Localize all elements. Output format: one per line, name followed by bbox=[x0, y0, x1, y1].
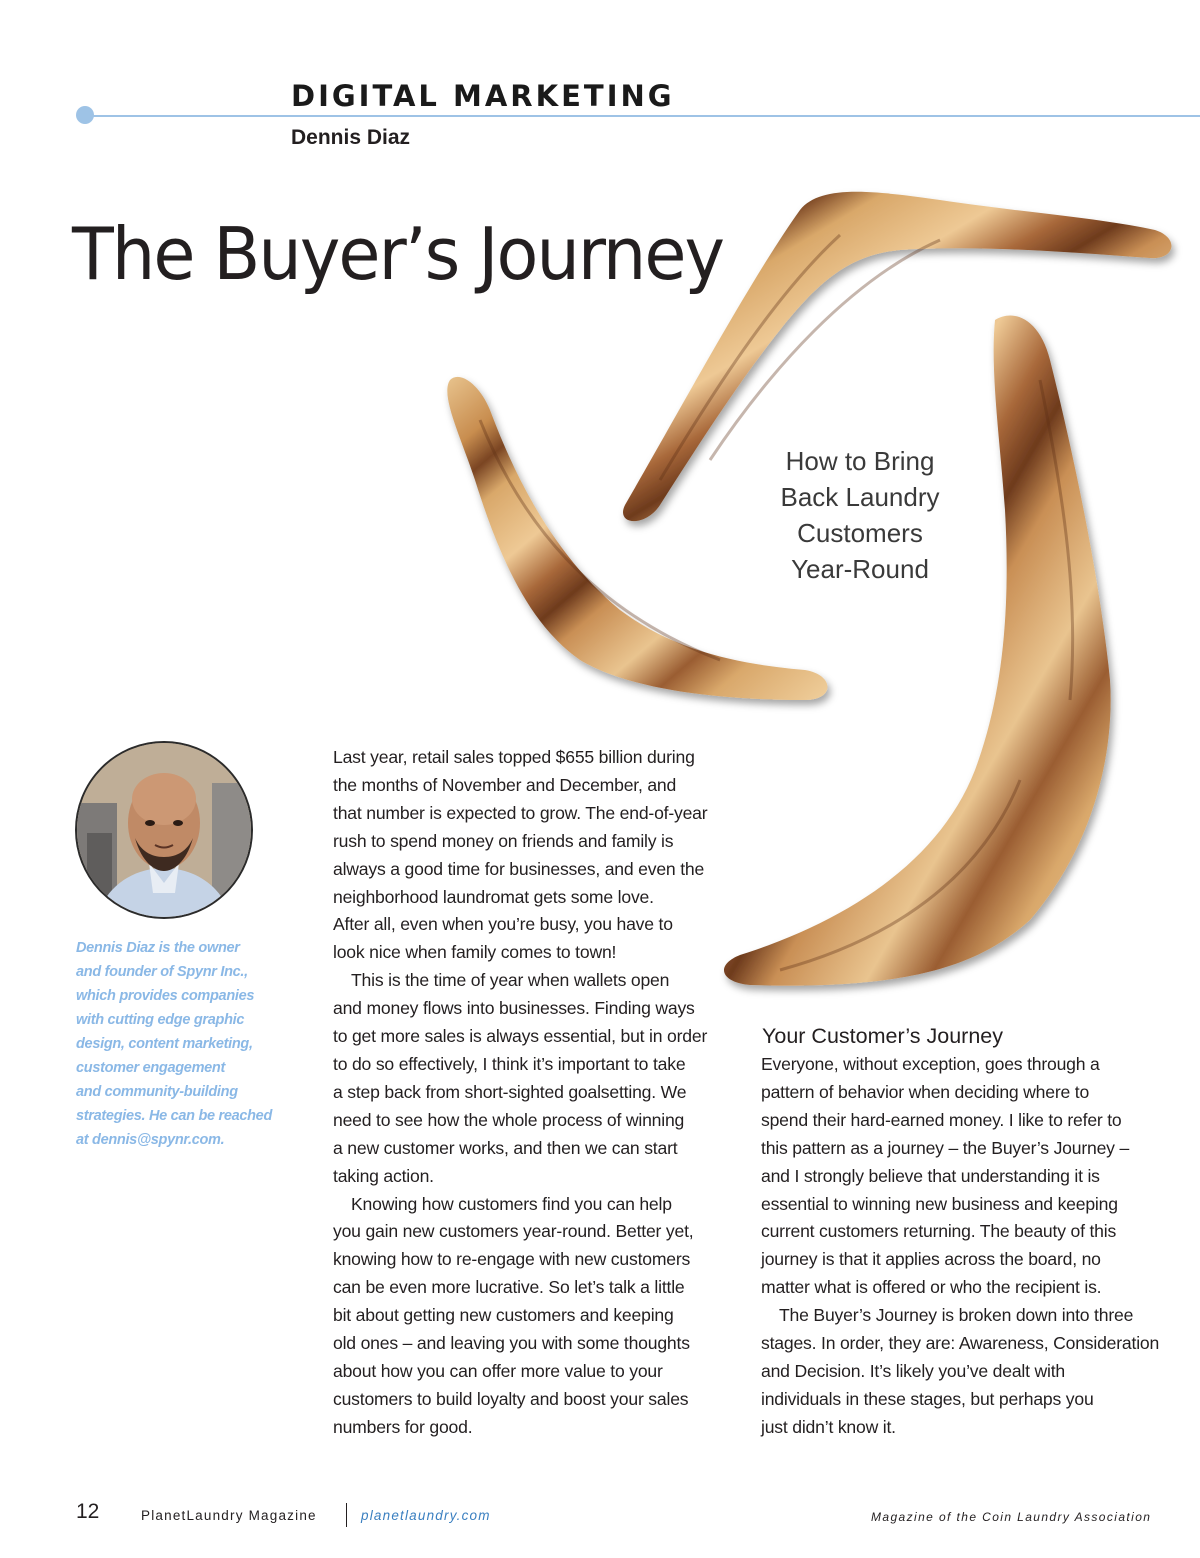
body-line: look nice when family comes to town! bbox=[333, 942, 617, 963]
body-line: spend their hard-earned money. I like to refer to bbox=[761, 1109, 1122, 1130]
body-column-right bbox=[761, 1051, 1161, 1442]
body-line: a new customer works, and then we can start bbox=[333, 1137, 678, 1158]
section-heading: Your Customer’s Journey bbox=[762, 1024, 1004, 1048]
bio-line: at dennis@spynr.com. bbox=[76, 1132, 225, 1148]
body-line: neighborhood laundromat gets some love. bbox=[333, 886, 654, 907]
body-line: about how you can offer more value to your bbox=[333, 1360, 663, 1381]
body-line: to do so effectively, I think it’s important to take bbox=[333, 1053, 686, 1074]
body-line: customers to build loyalty and boost your sales bbox=[333, 1388, 689, 1409]
body-line: always a good time for businesses, and even the bbox=[333, 858, 705, 879]
body-line: and I strongly believe that understanding it is bbox=[761, 1165, 1100, 1186]
article-title: The Buyer’s Journey bbox=[72, 212, 724, 296]
bio-line: customer engagement bbox=[76, 1060, 226, 1076]
body-line: and money flows into businesses. Finding ways bbox=[333, 998, 695, 1019]
footer-divider bbox=[346, 1503, 347, 1527]
subtitle-line: Customers bbox=[797, 518, 923, 548]
page-number: 12 bbox=[76, 1500, 100, 1523]
section-rule bbox=[84, 115, 1200, 117]
body-line: bit about getting new customers and keeping bbox=[333, 1305, 674, 1326]
body-line: that number is expected to grow. The end-of-year bbox=[333, 802, 708, 823]
bio-line: and founder of Spynr Inc., bbox=[76, 964, 248, 980]
section-dot bbox=[76, 106, 94, 124]
subtitle-line: Back Laundry bbox=[780, 482, 940, 512]
footer-association: Magazine of the Coin Laundry Association bbox=[871, 1510, 1152, 1524]
author-photo bbox=[75, 741, 253, 919]
body-line: stages. In order, they are: Awareness, Consideration bbox=[761, 1333, 1160, 1354]
body-line: journey is that it applies across the board, no bbox=[761, 1249, 1101, 1270]
body-line: Knowing how customers find you can help bbox=[351, 1193, 672, 1214]
body-line: old ones – and leaving you with some thoughts bbox=[333, 1333, 690, 1354]
subtitle-line: Year-Round bbox=[791, 554, 929, 584]
body-line: rush to spend money on friends and family is bbox=[333, 830, 674, 851]
body-line: knowing how to re-engage with new customers bbox=[333, 1249, 691, 1270]
body-line: essential to winning new business and keeping bbox=[761, 1193, 1118, 1214]
bio-line: strategies. He can be reached bbox=[76, 1108, 273, 1124]
bio-line: design, content marketing, bbox=[76, 1036, 253, 1052]
body-line: you gain new customers year-round. Better yet, bbox=[333, 1221, 694, 1242]
bio-line: Dennis Diaz is the owner bbox=[76, 940, 240, 956]
author-byline: Dennis Diaz bbox=[291, 126, 411, 149]
body-line: this pattern as a journey – the Buyer’s Journey – bbox=[761, 1137, 1130, 1158]
subtitle-line: How to Bring bbox=[785, 446, 935, 476]
body-line: need to see how the whole process of winning bbox=[333, 1109, 685, 1130]
body-line: a step back from short-sighted goalsetting. We bbox=[333, 1081, 687, 1102]
body-line: The Buyer’s Journey is broken down into three bbox=[779, 1305, 1134, 1326]
body-line: After all, even when you’re busy, you have to bbox=[333, 914, 673, 935]
body-line: just didn’t know it. bbox=[761, 1416, 896, 1437]
body-line: and Decision. It’s likely you’ve dealt with bbox=[761, 1360, 1066, 1381]
section-title: DIGITAL MARKETING bbox=[291, 79, 675, 113]
body-line: matter what is offered or who the recipient is. bbox=[761, 1277, 1102, 1298]
bio-line: with cutting edge graphic bbox=[76, 1012, 245, 1028]
body-line: Everyone, without exception, goes through a bbox=[761, 1054, 1100, 1074]
body-line: current customers returning. The beauty of this bbox=[761, 1221, 1117, 1242]
boomerang-right bbox=[724, 316, 1111, 986]
body-line: This is the time of year when wallets open bbox=[351, 970, 670, 991]
author-bio bbox=[76, 936, 273, 1152]
footer-magazine-name: PlanetLaundry Magazine bbox=[141, 1508, 317, 1523]
body-line: individuals in these stages, but perhaps you bbox=[761, 1388, 1094, 1409]
body-line: taking action. bbox=[333, 1165, 434, 1186]
body-line: the months of November and December, and bbox=[333, 774, 677, 795]
bio-line: which provides companies bbox=[76, 988, 255, 1004]
body-line: numbers for good. bbox=[333, 1416, 473, 1437]
bio-line: and community-building bbox=[76, 1084, 238, 1100]
article-subtitle bbox=[760, 443, 960, 587]
body-line: Last year, retail sales topped $655 billion during bbox=[333, 747, 695, 767]
body-line: can be even more lucrative. So let’s talk a little bbox=[333, 1277, 685, 1298]
footer-url-link[interactable]: planetlaundry.com bbox=[361, 1508, 491, 1523]
body-column-left bbox=[333, 744, 728, 1442]
body-line: to get more sales is always essential, but in order bbox=[333, 1026, 708, 1047]
body-line: pattern of behavior when deciding where to bbox=[761, 1081, 1090, 1102]
